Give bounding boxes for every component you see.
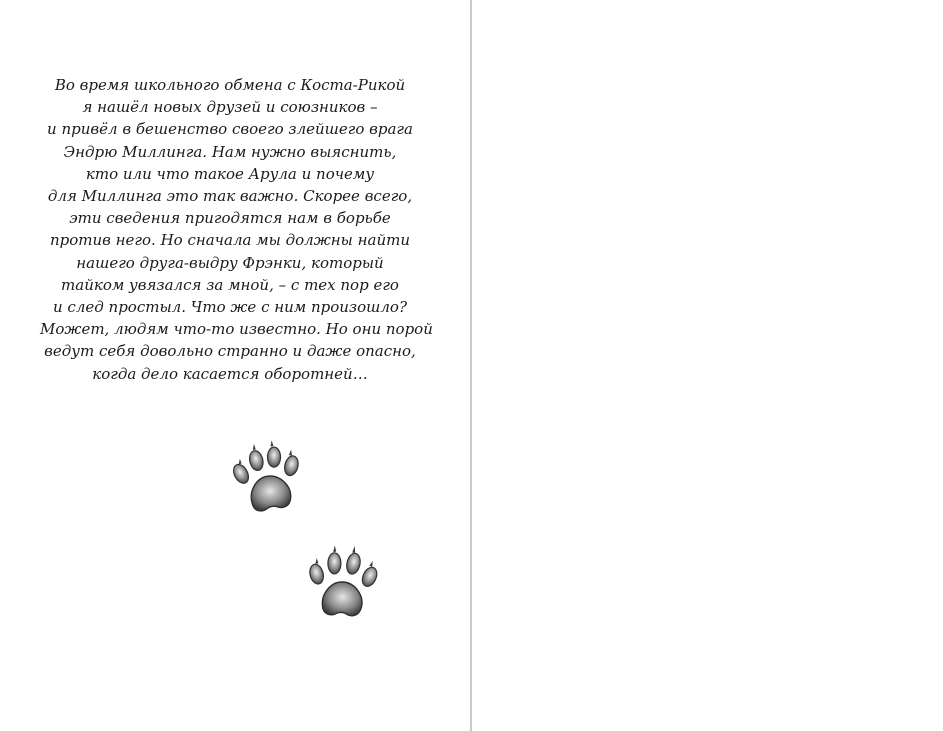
blurb-line: тайком увязался за мной, – с тех пор его (61, 275, 399, 294)
blurb-line: когда дело касается оборотней… (92, 364, 368, 383)
blurb-line: и след простыл. Что же с ним произошло? (53, 298, 407, 317)
paw-print-icon (302, 542, 384, 626)
blurb-line: Во время школьного обмена с Коста-Рикой (54, 76, 406, 94)
blurb-line: ведут себя довольно странно и даже опасно, (44, 342, 416, 361)
blurb-line: эти сведения пригодятся нам в борьбе (69, 209, 391, 228)
paw-print-icon (228, 438, 310, 520)
blurb-line: Может, людям что-то известно. Но они порой (40, 320, 433, 339)
blurb-line: я нашёл новых друзей и союзников – (82, 98, 378, 117)
blurb-line: Эндрю Миллинга. Нам нужно выяснить, (63, 142, 397, 161)
blurb-line: для Миллинга это так важно. Скорее всего, (47, 187, 413, 206)
blurb-line: кто или что такое Арула и почему (85, 164, 375, 183)
left-page (0, 0, 471, 731)
blurb-line: нашего друга-выдру Фрэнки, который (76, 253, 384, 272)
right-page (472, 0, 943, 731)
blurb-text (40, 74, 433, 385)
blurb-line: и привёл в бешенство своего злейшего врага (47, 120, 413, 139)
blurb-line: против него. Но сначала мы должны найти (49, 231, 410, 250)
